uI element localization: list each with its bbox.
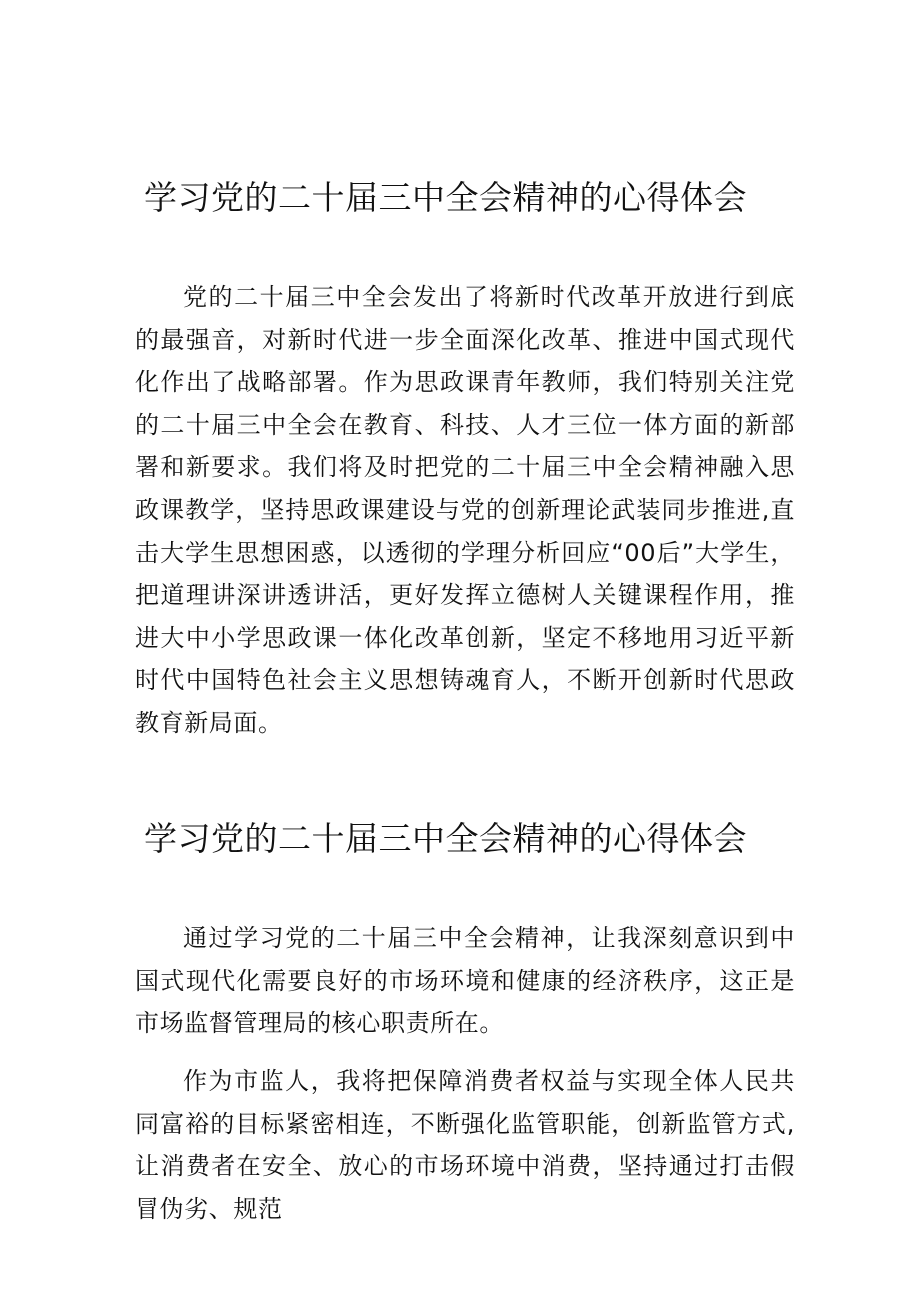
section-2-title: 学习党的二十届三中全会精神的心得体会 <box>144 819 747 858</box>
section-1-title: 学习党的二十届三中全会精神的心得体会 <box>144 178 747 217</box>
section-2-paragraph-1: 通过学习党的二十届三中全会精神，让我深刻意识到中国式现代化需要良好的市场环境和健康的经济秩序，这正是市场监督管理局的核心职责所在。 <box>135 924 795 1038</box>
section-1-paragraph-1: 党的二十届三中全会发出了将新时代改革开放进行到底的最强音，对新时代进一步全面深化改革、推进中国式现代化作出了战略部署。作为思政课青年教师，我们特别关注党的二十届三中全会在教育、科技、人才三位一体方面的新部署和新要求。我们将及时把党的二十届三中全会精神融入思政课教学，坚持思政课建设与党的创新理论武装同步推进,直击大学生思想困惑，以透彻的学理分析回应“00后”大学生，把道理讲深讲透讲活，更好发挥立德树人关键课程作用，推进大中小学思政课一体化改革创新，坚定不移地用习近平新时代中国特色社会主义思想铸魂育人，不断开创新时代思政教育新局面。 <box>135 283 795 737</box>
section-2-paragraph-2: 作为市监人，我将把保障消费者权益与实现全体人民共同富裕的目标紧密相连，不断强化监管职能，创新监管方式,让消费者在安全、放心的市场环境中消费，坚持通过打击假冒伪劣、规范 <box>135 1067 795 1223</box>
